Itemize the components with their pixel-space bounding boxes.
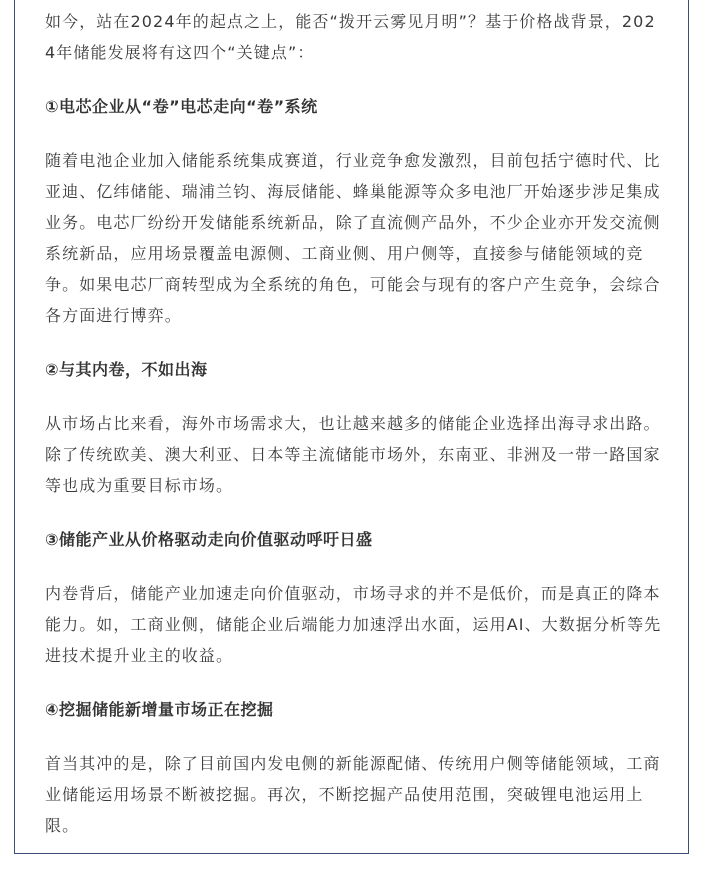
section-body-2: 从市场占比来看，海外市场需求大，也让越来越多的储能企业选择出海寻求出路。除了传统欧美、澳大利亚、日本等主流储能市场外，东南亚、非洲及一带一路国家等也成为重要目标市场。 xyxy=(45,414,661,495)
article-content xyxy=(45,6,665,841)
section-body-4: 首当其冲的是，除了目前国内发电侧的新能源配储、传统用户侧等储能领域，工商业储能运用场景不断被挖掘。再次，不断挖掘产品使用范围，突破锂电池运用上限。 xyxy=(45,754,661,835)
section-heading-1: ①电芯企业从“卷”电芯走向“卷”系统 xyxy=(45,97,318,116)
section-body-3: 内卷背后，储能产业加速走向价值驱动，市场寻求的并不是低价，而是真正的降本能力。如，工商业侧，储能企业后端能力加速浮出水面，运用AI、大数据分析等先进技术提升业主的收益。 xyxy=(45,584,662,665)
section-body-1: 随着电池企业加入储能系统集成赛道，行业竞争愈发激烈，目前包括宁德时代、比亚迪、亿纬储能、瑞浦兰钧、海辰储能、蜂巢能源等众多电池厂开始逐步涉足集成业务。电芯厂纷纷开发储能系统新品，除了直流侧产品外，不少企业亦开发交流侧系统新品，应用场景覆盖电源侧、工商业侧、用户侧等，直接参与储能领域的竞争。如果电芯厂商转型成为全系统的角色，可能会与现有的客户产生竞争，会综合各方面进行博弈。 xyxy=(45,151,661,325)
section-heading-4: ④挖掘储能新增量市场正在挖掘 xyxy=(45,700,274,719)
intro-paragraph: 如今，站在2024年的起点之上，能否“拨开云雾见月明”？基于价格战背景，2024年储能发展将有这四个“关键点”： xyxy=(45,12,656,62)
section-heading-3: ③储能产业从价格驱动走向价值驱动呼吁日盛 xyxy=(45,530,373,549)
section-heading-2: ②与其内卷，不如出海 xyxy=(45,360,208,379)
